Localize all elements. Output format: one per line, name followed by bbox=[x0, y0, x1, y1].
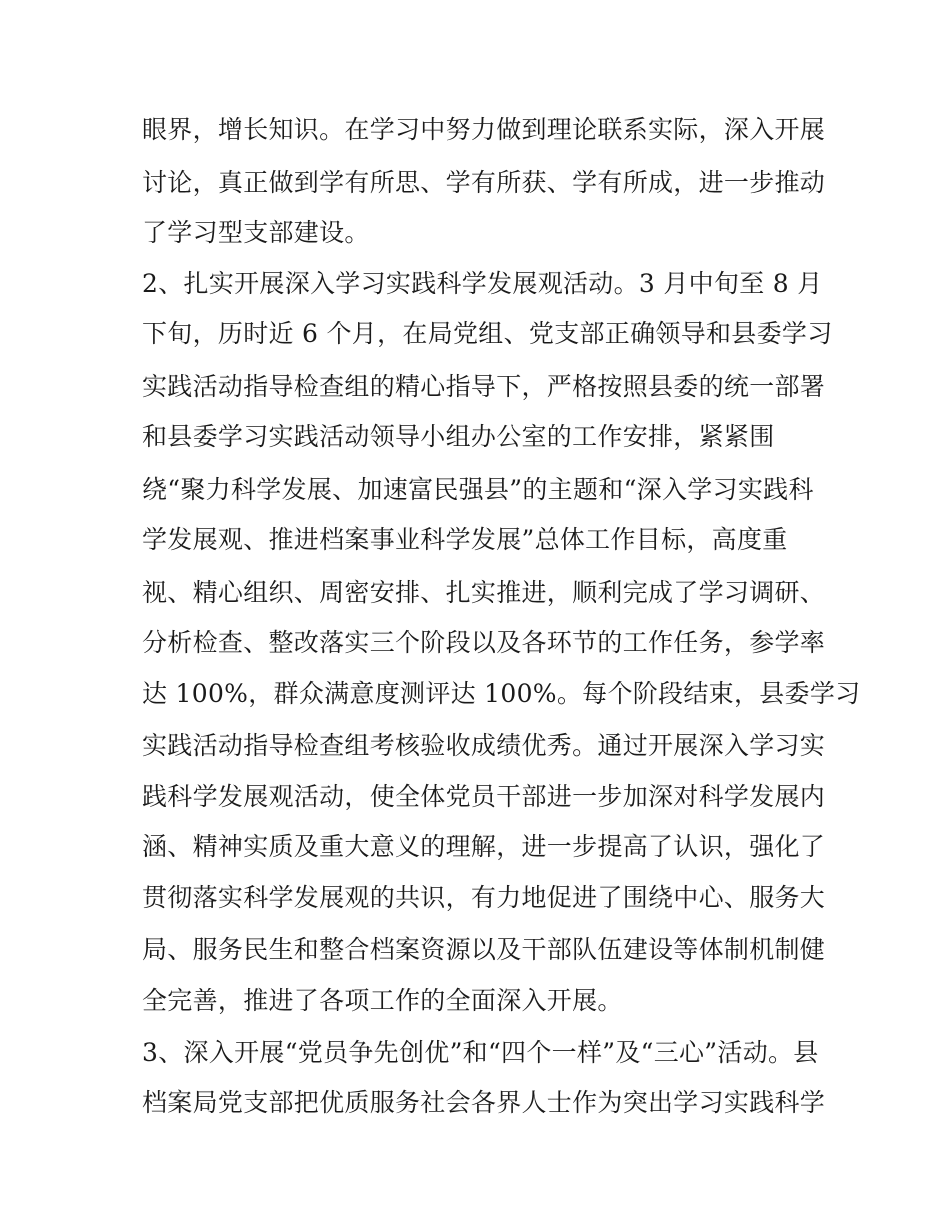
text-line: 学发展观、推进档案事业科学发展”总体工作目标，高度重 bbox=[142, 525, 788, 554]
text-line: 全完善，推进了各项工作的全面深入开展。 bbox=[142, 986, 623, 1015]
text-line: 讨论，真正做到学有所思、学有所获、学有所成，进一步推动 bbox=[142, 168, 826, 197]
text-line: 实践活动指导检查组的精心指导下，严格按照县委的统一部署 bbox=[142, 372, 826, 401]
text-line: 局、服务民生和整合档案资源以及干部队伍建设等体制机制健 bbox=[142, 935, 826, 964]
text-line: 和县委学习实践活动领导小组办公室的工作安排，紧紧围 bbox=[142, 422, 775, 451]
text-line: 绕“聚力科学发展、加速富民强县”的主题和“深入学习实践科 bbox=[142, 475, 814, 504]
text-line: 视、精心组织、周密安排、扎实推进，顺利完成了学习调研、 bbox=[142, 578, 826, 607]
text-line: 下旬，历时近 6 个月，在局党组、党支部正确领导和县委学习 bbox=[142, 319, 833, 348]
text-line: 3、深入开展“党员争先创优”和“四个一样”及“三心”活动。县 bbox=[142, 1038, 819, 1067]
text-line: 眼界，增长知识。在学习中努力做到理论联系实际，深入开展 bbox=[142, 115, 826, 144]
text-line: 达 100%，群众满意度测评达 100%。每个阶段结束，县委学习 bbox=[142, 679, 861, 708]
text-line: 践科学发展观活动，使全体党员干部进一步加深对科学发展内 bbox=[142, 782, 826, 811]
text-line: 2、扎实开展深入学习实践科学发展观活动。3 月中旬至 8 月 bbox=[142, 269, 823, 298]
text-line: 实践活动指导检查组考核验收成绩优秀。通过开展深入学习实 bbox=[142, 731, 826, 760]
text-line: 涵、精神实质及重大意义的理解，进一步提高了认识，强化了 bbox=[142, 832, 826, 861]
text-line: 分析检查、整改落实三个阶段以及各环节的工作任务，参学率 bbox=[142, 628, 826, 657]
text-line: 贯彻落实科学发展观的共识，有力地促进了围绕中心、服务大 bbox=[142, 883, 826, 912]
text-line: 了学习型支部建设。 bbox=[142, 218, 370, 247]
text-line: 档案局党支部把优质服务社会各界人士作为突出学习实践科学 bbox=[142, 1088, 826, 1117]
